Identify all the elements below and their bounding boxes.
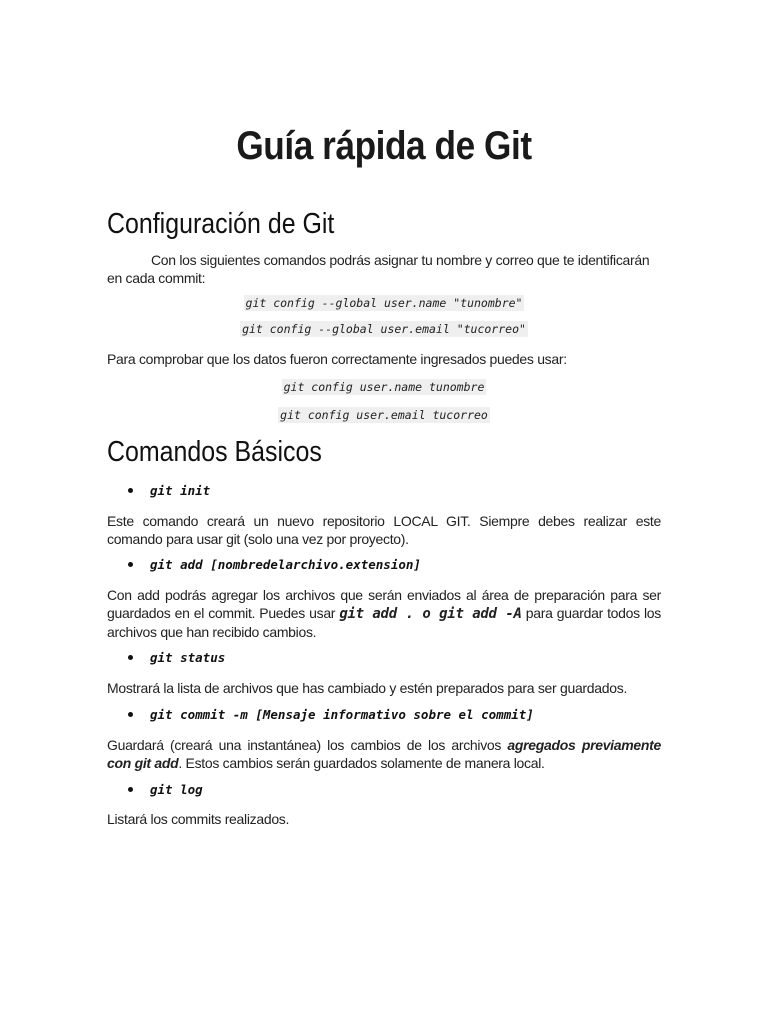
cmd-add-text: git add [nombredelarchivo.extension] xyxy=(150,557,421,572)
cmd-log-text: git log xyxy=(150,782,203,797)
log-description: Listará los commits realizados. xyxy=(107,811,290,827)
cmd-commit-text: git commit -m [Mensaje informativo sobre el commit] xyxy=(150,707,534,722)
basics-heading: Comandos Básicos xyxy=(107,436,322,468)
cmd-init-text: git init xyxy=(150,483,211,498)
verify-command-name: git config user.name tunombre xyxy=(283,380,485,394)
cmd-commit xyxy=(128,707,534,722)
status-description: Mostrará la lista de archivos que has cambiado y estén preparados para ser guardados. xyxy=(107,680,628,696)
config-command-name: git config --global user.name "tunombre" xyxy=(245,296,523,310)
config-command-email: git config --global user.email "tucorreo" xyxy=(242,322,526,336)
commit-bold-text: agregados previamente con git add xyxy=(107,737,661,771)
cmd-add xyxy=(128,557,421,572)
cmd-log xyxy=(128,782,203,797)
commit-description: Guardará (creará una instantánea) los cambios de los archivos agregados previamente con git add. Estos cambios serán guardados solamente de manera local. xyxy=(107,737,661,771)
config-heading: Configuración de Git xyxy=(107,208,335,240)
bullet-icon xyxy=(128,655,133,660)
page-title: Guía rápida de Git xyxy=(236,124,532,168)
config-intro: Con los siguientes comandos podrás asignar tu nombre y correo que te identificarán en cada commit: xyxy=(107,252,650,286)
bullet-icon xyxy=(128,787,133,792)
verify-text: Para comprobar que los datos fueron correctamente ingresados puedes usar: xyxy=(107,351,567,367)
add-description: Con add podrás agregar los archivos que serán enviados al área de preparación para ser guardados en el commit. Puedes usar git add . o git add -A para guardar todos los archivos que han recibido cambios. xyxy=(107,587,661,640)
verify-command-email: git config user.email tucorreo xyxy=(280,408,488,422)
bullet-icon xyxy=(128,488,133,493)
cmd-status-text: git status xyxy=(150,650,226,665)
cmd-status xyxy=(128,650,225,665)
bullet-icon xyxy=(128,562,133,567)
cmd-init xyxy=(128,483,210,498)
bullet-icon xyxy=(128,712,133,717)
add-inline-code: git add . o git add -A xyxy=(339,606,522,622)
init-description: Este comando creará un nuevo repositorio LOCAL GIT. Siempre debes realizar este comando para usar git (solo una vez por proyecto). xyxy=(107,513,661,547)
